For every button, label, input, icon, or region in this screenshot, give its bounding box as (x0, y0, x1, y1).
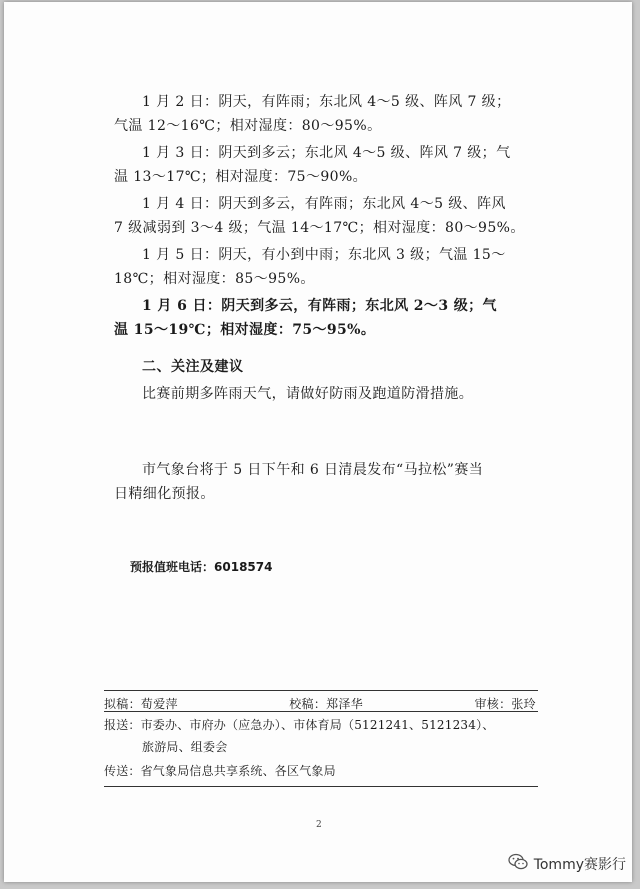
duty-phone-label: 预报值班电话： (130, 560, 215, 574)
duty-phone-number: 6018574 (214, 560, 273, 574)
page-number: 2 (316, 820, 322, 830)
report-to: 报送：市委办、市府办（应急办）、市体育局（5121241、5121234）、 旅游局、组委会 (104, 718, 495, 754)
reviewer: 审核：张玲 (474, 697, 536, 711)
wechat-icon (508, 853, 528, 875)
forecast-day3: 1 月 3 日：阴天到多云；东北风 4～5 级、阵风 7 级；气 温 13～17℃；相对湿度：75～90%。 (114, 145, 511, 185)
signature-row (104, 695, 536, 712)
forecast-day4: 1 月 4 日：阴天到多云，有阵雨；东北风 4～5 级、阵风 7 级减弱到 3～4 级；气温 14～17℃；相对湿度：80～95%。 (114, 196, 525, 236)
divider-top (104, 690, 538, 691)
duty-phone (130, 558, 272, 575)
divider-bottom (104, 786, 538, 787)
watermark (508, 853, 626, 875)
forecast-day6: 1 月 6 日：阴天到多云，有阵雨；东北风 2～3 级；气 温 15～19℃；相对湿度：75～95%。 (114, 298, 497, 338)
release-notice: 市气象台将于 5 日下午和 6 日清晨发布“马拉松”赛当 日精细化预报。 (114, 462, 484, 502)
advice-text: 比赛前期多阵雨天气，请做好防雨及跑道防滑措施。 (142, 386, 474, 402)
forecast-day5: 1 月 5 日：阴天，有小到中雨；东北风 3 级；气温 15～ 18℃；相对湿度：85～95%。 (114, 247, 506, 287)
watermark-text: Tommy赛影行 (533, 857, 626, 873)
drafter: 拟稿：荀爱萍 (104, 697, 178, 711)
section-heading: 二、关注及建议 (142, 359, 244, 375)
divider-middle (104, 711, 538, 712)
forecast-day2: 1 月 2 日：阴天，有阵雨；东北风 4～5 级、阵风 7 级； 气温 12～16℃；相对湿度：80～95%。 (114, 94, 511, 134)
transmit-to: 传送：省气象局信息共享系统、各区气象局 (104, 764, 336, 778)
document-page (4, 2, 632, 882)
proofreader: 校稿：郑泽华 (289, 697, 364, 711)
